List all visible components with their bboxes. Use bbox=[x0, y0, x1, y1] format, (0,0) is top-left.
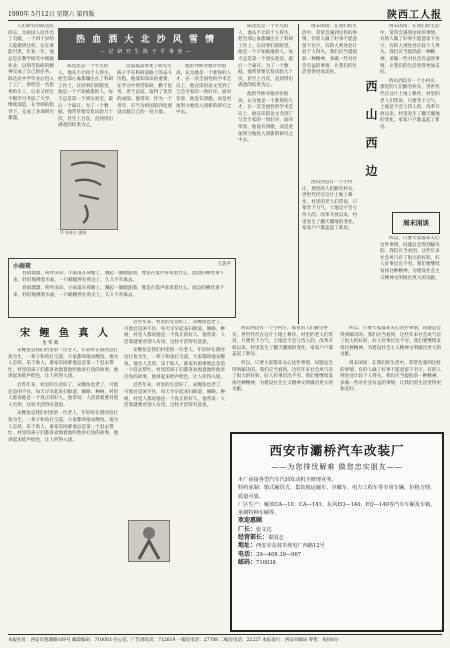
ad-body bbox=[238, 476, 436, 567]
story-illustration bbox=[128, 520, 170, 562]
article-column-left: 人们研究的陈达民同志，为祖国人民作出了贡献，一个四十岁的人能做到这样，实在难能可贵。年复一年，他总是在教学研究中兢兢业业，以刻苦钻研的精神完成了自己的任务。陈达民中学毕业后进入了工厂，曾经是一名优秀的车工，后来又经过不断学习考取了大学，继续深造，在导师的指导下，完成了多项研究课题。 bbox=[8, 24, 54, 122]
banner-title: 热 血 洒 大 北 沙 风 雪 情 bbox=[75, 35, 217, 45]
article-column-10: 西山西边有一个小村庄，那里的人们勤劳朴实，世世代代在这片土地上耕作。村里的老人们常说，只要肯下力气，土地是不会亏待人的。改革开放以来，村里发生了翻天覆地的变化，家家户户都盖起了新房。 所以，只要大家都来关心这件事情，问题总会得到解决的。我们应当看到，这些年来社会风气有了很大的好转，好人好事层出不穷。我们要继续发扬这种精神，为建设社会主义精神文明做出更大的贡献。 bbox=[232, 326, 334, 393]
article-column-9: 所以，只要大家都来关心这件事情，问题总会得到解决的。我们应当看到，这些年来社会风气有了很大的好转，好人好事层出不穷。我们要继续发扬这种精神，为建设社会主义精神文明做出更大的贡献。 bbox=[380, 236, 440, 281]
ad-title: 西安市灞桥汽车改装厂 bbox=[269, 443, 405, 458]
poem-body: 春雨潇潇，荷叶田田，小雨落在荷塘上，溅起一圈圈涟漪，像是在低声诉说着什么。池边的柳丝垂下来，轻轻地拂着水面，一只蜻蜓停在荷尖上，久久不肯离去。 春雨潇潇，荷叶田田，小雨落在荷塘上，溅起一圈圈涟漪，像是在低声诉说着什么。池边的柳丝垂下来，轻轻地拂着水面，一只蜻蜓停在荷尖上，久久不肯离去。 bbox=[13, 271, 225, 298]
story-author: 金 华 辉 bbox=[42, 341, 59, 346]
issue-date: 1990年 5月12日 星期六 第四版 bbox=[8, 10, 95, 18]
ad-manager: 经营部长：秦国志 bbox=[238, 534, 284, 542]
ad-director: 厂长：张文达 bbox=[238, 525, 272, 533]
calligraphy-image bbox=[60, 150, 118, 230]
article-column-5: 陈达民是一个平凡的人，他从不计较个人得失，把全部心血都倾注在了科研工作上。在同事们的眼里，他是一个不知疲倦的人，每天总是第一个到实验室，最后一个离开。为了一个数据，他常常要反复试验几十次，甚至上百次，直到得出满意的结果为止。 他的导师对他评价很高，认为他是一个难得的人才。在一次全国性的学术会议上，他宣读的论文受到了与会专家的一致好评。面对荣誉，他没有骄傲，而是更加努力地投入到新的研究之中去。 bbox=[238, 24, 294, 144]
ad-address: 地址：西安市东郊半坡电厂西路12号 bbox=[238, 542, 325, 550]
ad-postcode: 邮码：710038 bbox=[238, 558, 276, 566]
advertisement-box bbox=[230, 432, 444, 632]
photo-caption: 手书诗日 黑纸 bbox=[60, 230, 87, 235]
page-header bbox=[8, 6, 442, 21]
ad-subtitle: ——为您排忧解难 做您忠实朋友—— bbox=[271, 463, 403, 471]
poem-box bbox=[8, 258, 236, 318]
ad-welcome: 欢迎惠顾 bbox=[238, 517, 263, 525]
column-divider bbox=[298, 24, 299, 324]
feature-banner bbox=[58, 28, 234, 60]
calligraphy-figure bbox=[61, 151, 117, 229]
ad-phone: 电话：39—408 39—967 bbox=[238, 550, 302, 558]
poem-title: 小雨荷 bbox=[13, 263, 32, 270]
banner-subtitle: — 记 研 究 生 陈 子 平 事 迹 — bbox=[100, 49, 192, 55]
ad-intro: 本厂承接各型汽车汽油发动机全修理业务。 bbox=[238, 477, 337, 483]
article-column-3: 这篇报道讲述了研究生陈子平在科研道路上的奋斗历程。他深知知识的重要，在学习中刻苦钻研，勤于思考，善于总结，取得了优异的成绩。他常说：作为一个青年，应当为祖国的四化建设贡献自己的一份力量。 bbox=[117, 64, 173, 116]
ad-products: 厂区生产：解放CA—10、CA—141、东风EQ—140、EQ—140等汽车车厢及车箱、承制特种车厢等。 bbox=[238, 501, 436, 517]
fisherman-figure bbox=[129, 521, 169, 561]
article-column-8: 西山西边有一个小村庄，那里的人们勤劳朴实，世世代代在这片土地上耕作。村里的老人们常说，只要肯下力气，土地是不会亏待人的。改革开放以来，村里发生了翻天覆地的变化，家家户户都盖起了新房。 bbox=[302, 180, 358, 232]
story-column-1: 宋鲤鱼是我们村里的一位老人，年轻时在渭河边打鱼为生，一辈子和鱼打交道，大家都叫他宋鲤鱼。他为人忠厚，乐于助人，谁家有困难他总是第一个赶去帮忙。村里的孩子们都喜欢围着他听他讲打鱼的故事，他讲起来绘声绘色，让人听得入迷。 近些年来，村里的生活好了，宋鲤鱼也老了，可他还是闲不住，每天早早起来扫街道、修路、种树，村里人都说他是一个真正的好人。他常说：人活着就要对别人有用，这样才活得有意思。 宋鲤鱼是我们村里的一位老人，年轻时在渭河边打鱼为生，一辈子和鱼打交道，大家都叫他宋鲤鱼。他为人忠厚，乐于助人，谁家有困难他总是第一个赶去帮忙。村里的孩子们都喜欢围着他听他讲打鱼的故事，他讲起来绘声绘色，让人听得入迷。 bbox=[8, 348, 119, 443]
article-column-4: 他的导师对他评价很高，认为他是一个难得的人才。在一次全国性的学术会议上，他宣读的论文受到了与会专家的一致好评。面对荣誉，他没有骄傲，而是更加努力地投入到新的研究之中去。 bbox=[176, 64, 232, 116]
paper-name: 陕西工人报 bbox=[387, 9, 442, 21]
vertical-title: 西 山 西 边 bbox=[364, 80, 378, 183]
poem-author: 王浩平 bbox=[217, 262, 231, 267]
column-head-weekend-chat: 周末闲谈 bbox=[392, 212, 440, 234]
story-column-2: 近些年来，村里的生活好了，宋鲤鱼也老了，可他还是闲不住，每天早早起来扫街道、修路、种树，村里人都说他是一个真正的好人。他常说：人活着就要对别人有用，这样才活得有意思。 宋鲤鱼是我们村里的一位老人，年轻时在渭河边打鱼为生，一辈子和鱼打交道，大家都叫他宋鲤鱼。他为人忠厚，乐于助人，谁家有困难他总是第一个赶去帮忙。村里的孩子们都喜欢围着他听他讲打鱼的故事，他讲起来绘声绘色，让人听得入迷。 近些年来，村里的生活好了，宋鲤鱼也老了，可他还是闲不住，每天早早起来扫街道、修路、种树，村里人都说他是一个真正的好人。他常说：人活着就要对别人有用，这样才活得有意思。 bbox=[124, 320, 226, 409]
article-column-7: 周末闲谈：在我们的生活中，常常会遇到这样的事情，有的人做了好事不愿意留下名字，有的人则处处计较个人得失。我们应当提倡前一种精神，多做一些对社会有益的事情，让我们的生活变得更加美好。 西山西边有一个小村庄，那里的人们勤劳朴实，世世代代在这片土地上耕作。村里的老人们常说，只要肯下力气，土地是不会亏待人的。改革开放以来，村里发生了翻天覆地的变化，家家户户都盖起了新房。 bbox=[380, 24, 440, 130]
page-footer: 本报社址：西安市莲湖路169号 邮政编码：710003 办公室、广告部电话：712619 一编室电话：27708 二编室电话：22227 本报发行：西安市邮局 零售：每份8分 bbox=[8, 634, 442, 643]
article-column-2: 陈达民是一个平凡的人，他从不计较个人得失，把全部心血都倾注在了科研工作上。在同事们的眼里，他是一个不知疲倦的人，每天总是第一个到实验室，最后一个离开。为了一个数据，他常常要反复试验几十次，甚至上百次，直到得出满意的结果为止。 bbox=[58, 64, 114, 129]
story-title: 宋 鲤 鱼 真 人 bbox=[20, 328, 111, 339]
article-column-11: 所以，只要大家都来关心这件事情，问题总会得到解决的。我们应当看到，这些年来社会风气有了很大的好转，好人好事层出不穷。我们要继续发扬这种精神，为建设社会主义精神文明做出更大的贡献。 周末闲谈：在我们的生活中，常常会遇到这样的事情，有的人做了好事不愿意留下名字，有的人则处处计较个人得失。我们应当提倡前一种精神，多做一些对社会有益的事情，让我们的生活变得更加美好。 bbox=[340, 326, 442, 393]
ad-features: 特约承制：柴式厢货式、集装箱运输车、冷藏车、电力工程车等专用车辆，价格合理，质量可靠。 bbox=[238, 485, 436, 500]
article-column-6: 周末闲谈：在我们的生活中，常常会遇到这样的事情，有的人做了好事不愿意留下名字，有的人则处处计较个人得失。我们应当提倡前一种精神，多做一些对社会有益的事情，让我们的生活变得更加美好。 bbox=[302, 24, 358, 76]
